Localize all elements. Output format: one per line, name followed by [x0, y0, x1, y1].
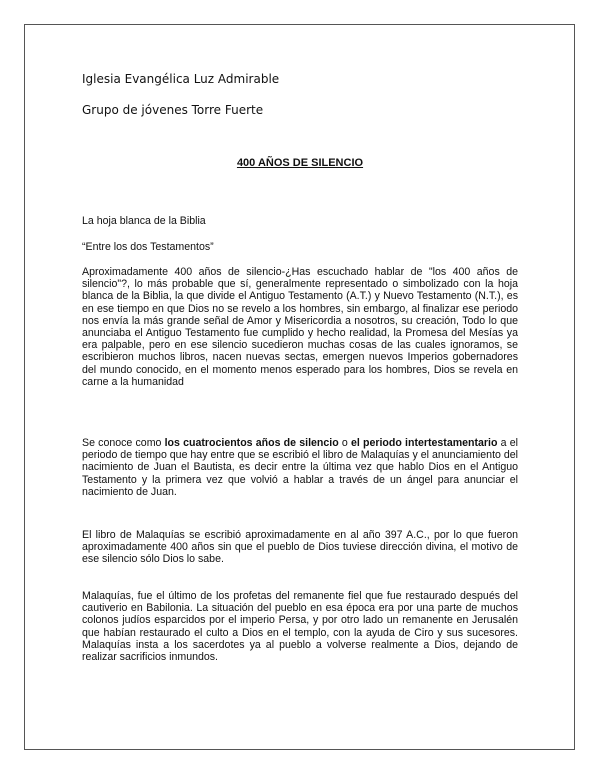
- paragraph-definition: [82, 437, 518, 498]
- paragraph-malachi-context: Malaquías, fue el último de los profetas del remanente fiel que fue restaurado después del cautiverio en Babilonia. La situación del pueblo en esa época era por una parte de muchos colonos judíos esparcidos por el imperio Persa, y por otro lado un remanente en Jerusalén que habían restaurado el culto a Dios en el templo, con la ayuda de Ciro y sus sucesores. Malaquías insta a los sacerdotes ya al pueblo a volverse realmente a Dios, dejando de realizar sacrificios inmundos.: [82, 590, 518, 664]
- group-name: Grupo de jóvenes Torre Fuerte: [82, 103, 264, 117]
- definition-body: a el periodo de tiempo que hay entre que se escribió el libro de Malaquías y el anunciamiento del nacimiento de Juan el Bautista, es decir entre la última vez que hablo Dios en el Antiguo Testamento y la primera vez que volvió a hablar a través de un ángel para anunciar el nacimiento de Juan.: [82, 437, 518, 498]
- definition-lead: Se conoce como: [82, 437, 165, 449]
- definition-term-1: los cuatrocientos años de silencio: [164, 437, 339, 449]
- definition-or: o: [338, 437, 351, 449]
- subtitle-white-page: La hoja blanca de la Biblia: [82, 215, 206, 227]
- definition-term-2: el periodo intertestamentario: [350, 437, 498, 449]
- document-title: 400 AÑOS DE SILENCIO: [236, 157, 364, 169]
- paragraph-intro: Aproximadamente 400 años de silencio-¿Has escuchado hablar de "los 400 años de silencio"?, lo más probable que sí, generalmente representado o simbolizado con la hoja blanca de la Biblia, la que divide el Antiguo Testamento (A.T.) y Nuevo Testamento (N.T.), es en ese tiempo en que Dios no se revelo a los hombres, sin embargo, al finalizar ese periodo nos envía la más grande señal de Amor y Misericordia a nosotros, su creación, Todo lo que anunciaba el Antiguo Testamento fue cumplido y hecho realidad, la Promesa del Mesías ya era palpable, pero en ese silencio sucedieron muchas cosas de las cuales ignoramos, se escribieron muchos libros, nacen nuevas sectas, emergen nuevos Imperios gobernadores del mundo conocido, en el momento menos esperado para los hombres, Dios se revela en carne a la humanidad: [82, 266, 518, 388]
- subtitle-between-testaments: “Entre los dos Testamentos”: [82, 241, 214, 253]
- church-name: Iglesia Evangélica Luz Admirable: [82, 72, 280, 86]
- paragraph-malachi-date: El libro de Malaquías se escribió aproximadamente en al año 397 A.C., por lo que fueron aproximadamente 400 años sin que el pueblo de Dios tuviese dirección divina, el motivo de ese silencio sólo Dios lo sabe.: [82, 529, 518, 566]
